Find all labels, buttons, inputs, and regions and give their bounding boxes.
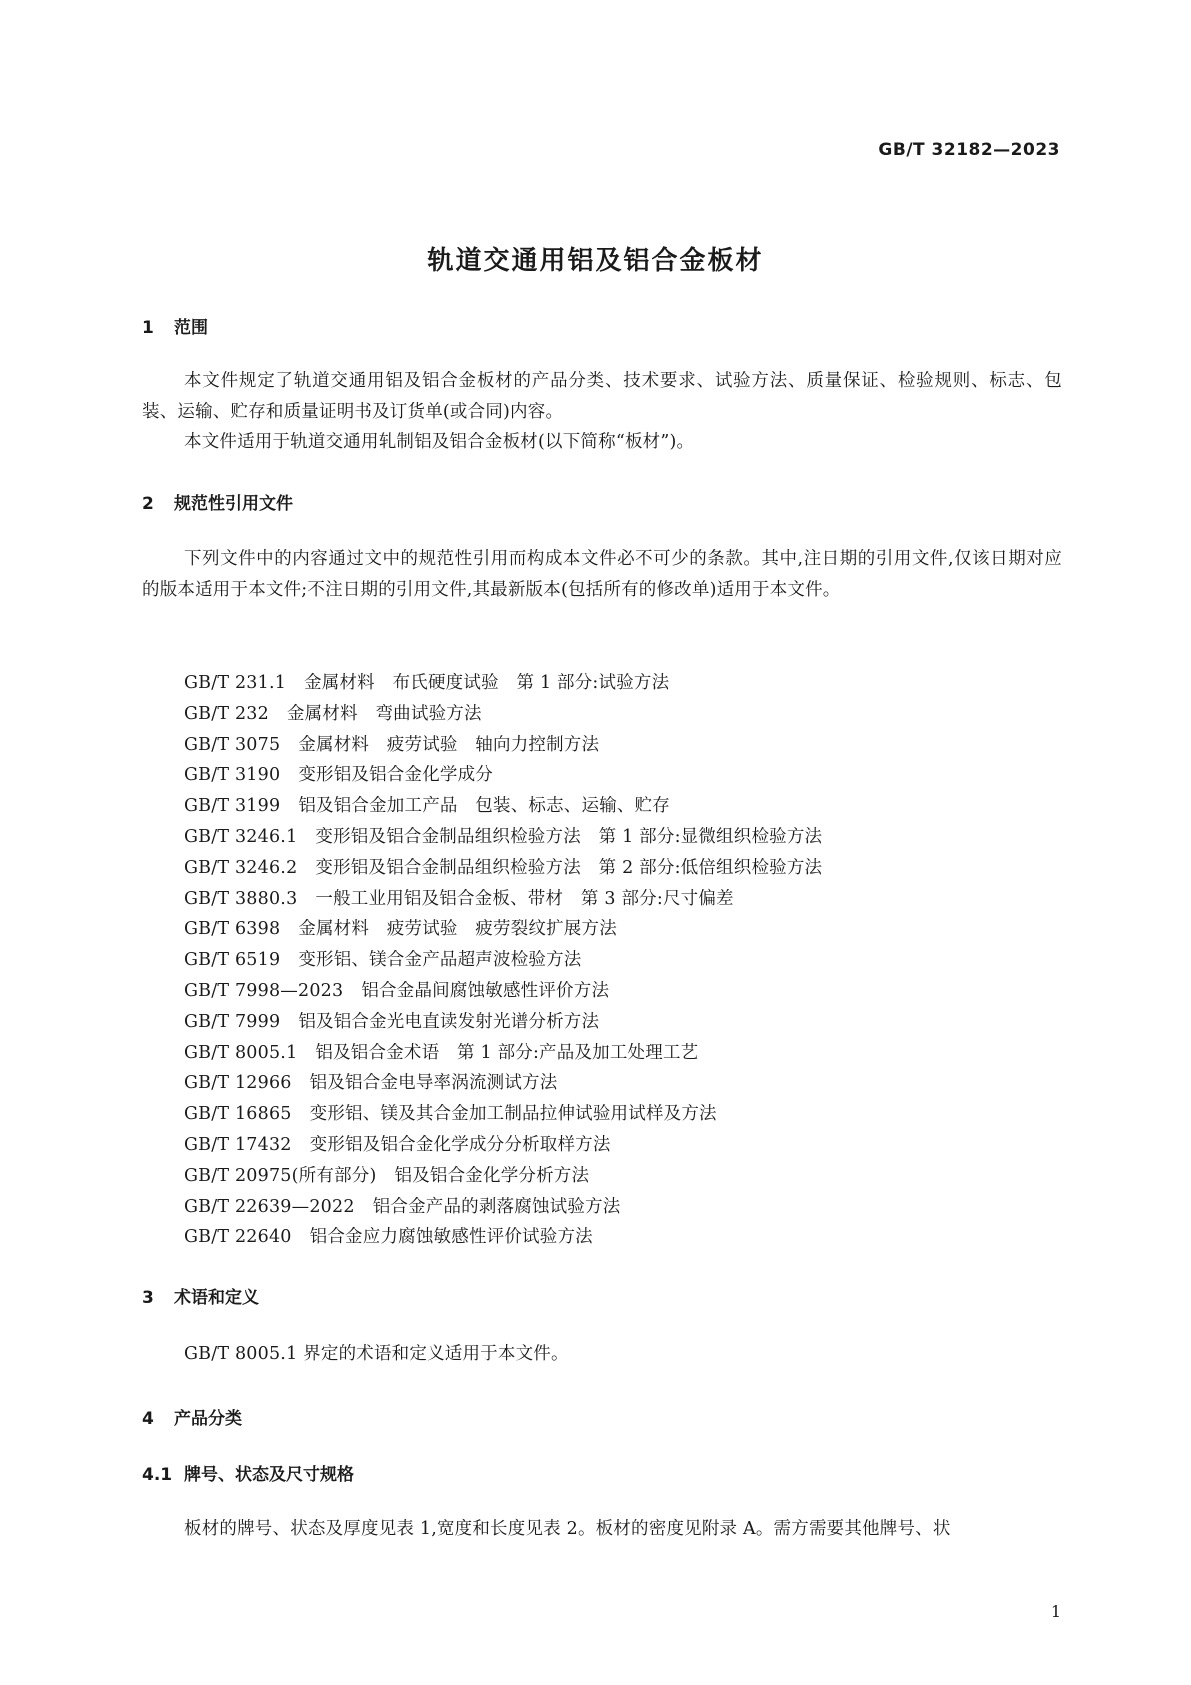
subsection-number: 4.1 <box>142 1465 173 1485</box>
reference-item <box>184 760 822 791</box>
reference-item <box>184 914 822 945</box>
reference-item <box>184 699 822 730</box>
reference-title: 金属材料 弯曲试验方法 <box>286 703 482 724</box>
reference-code: GB/T 6519 <box>184 950 281 971</box>
reference-item <box>184 1099 822 1130</box>
reference-title: 铝及铝合金术语 第 1 部分:产品及加工处理工艺 <box>315 1042 699 1063</box>
reference-code: GB/T 3075 <box>184 734 281 755</box>
reference-item <box>184 1130 822 1161</box>
section-title: 产品分类 <box>174 1409 242 1429</box>
reference-title: 金属材料 布氏硬度试验 第 1 部分:试验方法 <box>304 673 670 693</box>
reference-item <box>184 822 822 853</box>
reference-code: GB/T 20975(所有部分) <box>184 1165 377 1186</box>
reference-title: 铝合金产品的剥落腐蚀试验方法 <box>372 1196 621 1217</box>
reference-item <box>184 1161 822 1192</box>
scope-paragraph-1: 本文件规定了轨道交通用铝及铝合金板材的产品分类、技术要求、试验方法、质量保证、检验规则、标志、包装、运输、贮存和质量证明书及订货单(或合同)内容。 <box>142 371 1062 422</box>
section-number: 2 <box>142 494 154 514</box>
subsection-heading-grades-tempers <box>142 1460 354 1485</box>
page-number: 1 <box>1050 1602 1061 1621</box>
reference-title: 变形铝及铝合金制品组织检验方法 第 1 部分:显微组织检验方法 <box>315 826 823 847</box>
section-number: 4 <box>142 1409 154 1429</box>
grades-paragraph: 板材的牌号、状态及厚度见表 1,宽度和长度见表 2。板材的密度见附录 A。需方需要其他牌号、状 <box>184 1519 951 1539</box>
section-number: 1 <box>142 318 154 338</box>
reference-code: GB/T 6398 <box>184 919 281 940</box>
reference-title: 铝及铝合金化学分析方法 <box>394 1165 590 1186</box>
section-heading-normative-references <box>142 489 293 514</box>
reference-code: GB/T 17432 <box>184 1134 292 1155</box>
section-title: 规范性引用文件 <box>174 494 293 514</box>
standard-code: GB/T 32182—2023 <box>878 140 1060 160</box>
reference-item <box>184 1222 822 1253</box>
reference-code: GB/T 22639—2022 <box>184 1196 355 1217</box>
reference-item <box>184 884 822 915</box>
reference-code: GB/T 8005.1 <box>184 1042 298 1063</box>
reference-item <box>184 945 822 976</box>
reference-title: 铝合金晶间腐蚀敏感性评价方法 <box>361 980 610 1001</box>
reference-title: 金属材料 疲劳试验 疲劳裂纹扩展方法 <box>298 919 617 940</box>
references-intro-paragraph: 下列文件中的内容通过文中的规范性引用而构成本文件必不可少的条款。其中,注日期的引用文件,仅该日期对应的版本适用于本文件;不注日期的引用文件,其最新版本(包括所有的修改单)适用于本文件。 <box>142 549 1062 600</box>
reference-item <box>184 1007 822 1038</box>
reference-item <box>184 1038 822 1069</box>
reference-item <box>184 791 822 822</box>
reference-list <box>184 668 822 1253</box>
reference-item <box>184 668 822 699</box>
reference-code: GB/T 232 <box>184 703 269 724</box>
reference-title: 铝及铝合金加工产品 包装、标志、运输、贮存 <box>298 796 671 817</box>
section-title: 范围 <box>174 318 208 338</box>
reference-item <box>184 853 822 884</box>
reference-code: GB/T 231.1 <box>184 673 287 693</box>
reference-code: GB/T 3880.3 <box>184 888 298 909</box>
reference-code: GB/T 16865 <box>184 1104 292 1125</box>
reference-title: 铝及铝合金光电直读发射光谱分析方法 <box>298 1011 600 1032</box>
document-title: 轨道交通用铝及铝合金板材 <box>427 246 764 276</box>
reference-title: 变形铝、镁及其合金加工制品拉伸试验用试样及方法 <box>309 1104 717 1125</box>
reference-title: 变形铝及铝合金化学成分分析取样方法 <box>309 1134 611 1155</box>
section-heading-scope <box>142 313 208 338</box>
reference-title: 变形铝、镁合金产品超声波检验方法 <box>298 950 582 971</box>
reference-title: 铝合金应力腐蚀敏感性评价试验方法 <box>309 1227 593 1248</box>
reference-item <box>184 976 822 1007</box>
reference-code: GB/T 3199 <box>184 796 281 817</box>
reference-code: GB/T 7998—2023 <box>184 980 344 1001</box>
reference-title: 铝及铝合金电导率涡流测试方法 <box>309 1073 558 1094</box>
subsection-title: 牌号、状态及尺寸规格 <box>184 1465 354 1485</box>
section-number: 3 <box>142 1288 154 1308</box>
reference-code: GB/T 3246.1 <box>184 826 298 847</box>
reference-item <box>184 730 822 761</box>
reference-title: 变形铝及铝合金化学成分 <box>298 765 494 786</box>
terms-paragraph: GB/T 8005.1 界定的术语和定义适用于本文件。 <box>184 1344 569 1364</box>
section-title: 术语和定义 <box>174 1288 259 1308</box>
scope-paragraph-2: 本文件适用于轨道交通用轧制铝及铝合金板材(以下简称“板材”)。 <box>184 432 695 452</box>
section-heading-product-classification <box>142 1404 242 1429</box>
reference-code: GB/T 3246.2 <box>184 857 298 878</box>
section-heading-terms-definitions <box>142 1283 259 1308</box>
reference-title: 一般工业用铝及铝合金板、带材 第 3 部分:尺寸偏差 <box>315 888 734 909</box>
reference-code: GB/T 7999 <box>184 1011 281 1032</box>
reference-code: GB/T 3190 <box>184 765 281 786</box>
reference-item <box>184 1192 822 1223</box>
reference-code: GB/T 12966 <box>184 1073 292 1094</box>
reference-title: 变形铝及铝合金制品组织检验方法 第 2 部分:低倍组织检验方法 <box>315 857 823 878</box>
reference-title: 金属材料 疲劳试验 轴向力控制方法 <box>298 734 600 755</box>
reference-item <box>184 1068 822 1099</box>
reference-code: GB/T 22640 <box>184 1227 292 1248</box>
